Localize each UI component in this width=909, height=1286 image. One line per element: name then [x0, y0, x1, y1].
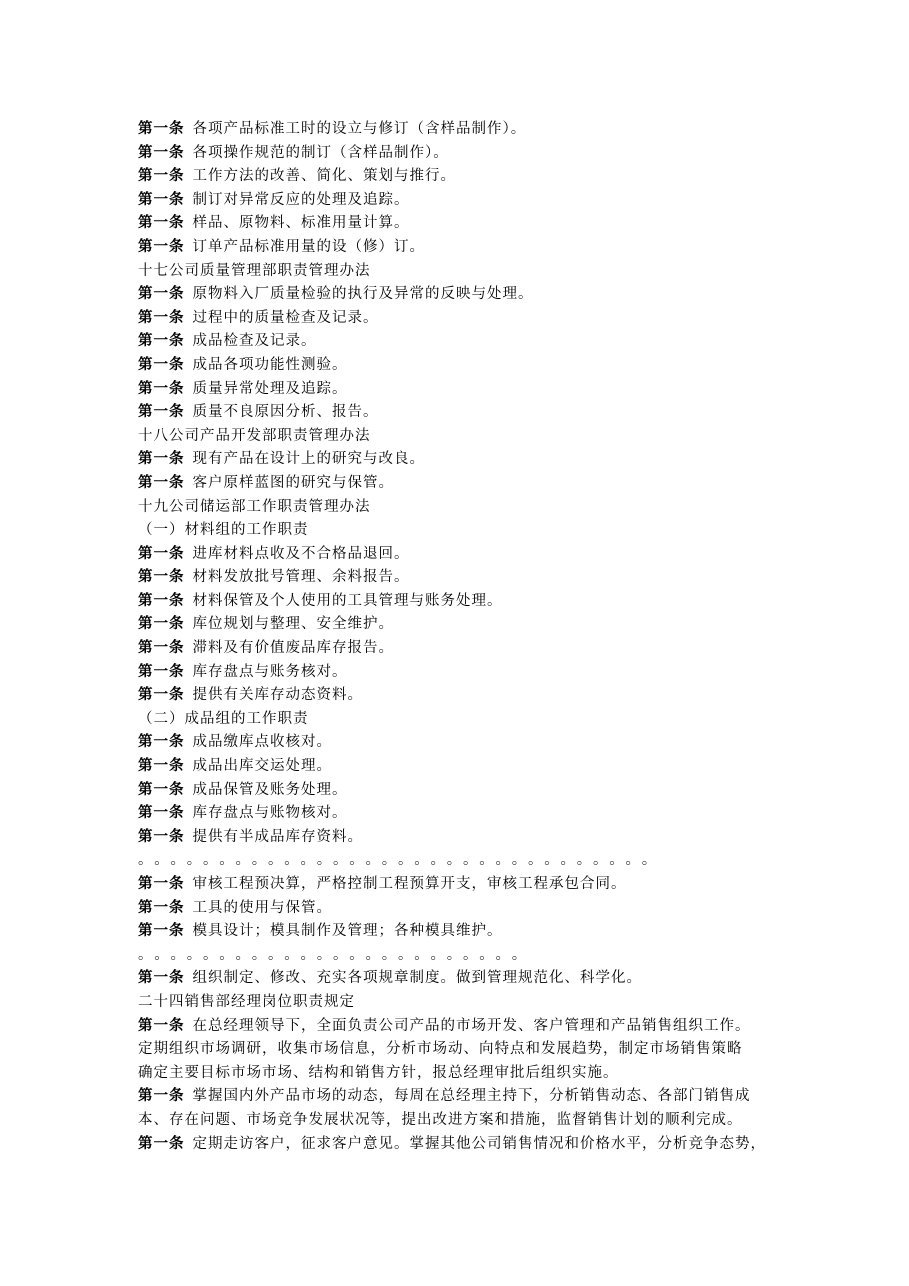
article-text: 制订对异常反应的处理及追踪。: [192, 191, 410, 208]
article-text: 成品缴库点收核对。: [192, 734, 332, 751]
article-label: 第一条: [138, 309, 185, 326]
continuation-text: 确定主要目标市场市场、结构和销售方针，报总经理审批后组织实施。: [138, 1064, 619, 1081]
article-label: 第一条: [138, 144, 185, 161]
ellipsis-dots: 。。。。。。。。。。。。。。。。。。。。。。。。。。。。。。。。: [138, 852, 666, 869]
article-label: 第一条: [138, 805, 185, 822]
article-label: 第一条: [138, 592, 185, 609]
article-text: 滞料及有价值废品库存报告。: [192, 640, 394, 657]
article-text: 组织制定、修改、充实各项规章制度。做到管理规范化、科学化。: [192, 970, 642, 987]
section-heading-text: 二十四销售部经理岗位职责规定: [138, 993, 355, 1010]
article-line: [138, 684, 788, 708]
article-label: 第一条: [138, 380, 185, 397]
article-label: 第一条: [138, 876, 185, 892]
article-label: 第一条: [138, 1135, 185, 1152]
article-text: 材料发放批号管理、余料报告。: [192, 569, 410, 586]
article-text: 各项产品标准工时的设立与修订（含样品制作）。: [192, 121, 527, 137]
section-heading: [138, 708, 788, 732]
article-label: 第一条: [138, 121, 185, 137]
article-text: 质量异常处理及追踪。: [192, 380, 348, 397]
article-line: [138, 731, 788, 755]
article-line: [138, 142, 788, 166]
article-label: 第一条: [138, 356, 185, 373]
article-line: [138, 307, 788, 331]
article-line: [138, 330, 788, 354]
article-text: 在总经理领导下，全面负责公司产品的市场开发、客户管理和产品销售组织工作。: [192, 1017, 751, 1034]
article-text: 成品出库交运处理。: [192, 758, 332, 775]
article-line: [138, 354, 788, 378]
article-line: [138, 661, 788, 685]
ellipsis-separator: [138, 944, 788, 968]
article-line: [138, 1015, 788, 1039]
article-label: 第一条: [138, 215, 185, 232]
article-text: 进库材料点收及不合格品退回。: [192, 545, 410, 562]
article-text: 提供有关库存动态资料。: [192, 687, 363, 704]
article-text: 成品检查及记录。: [192, 333, 317, 350]
article-text: 库位规划与整理、安全维护。: [192, 616, 394, 633]
article-text: 掌握国内外产品市场的动态，每周在总经理主持下，分析销售动态、各部门销售成: [192, 1088, 751, 1105]
continuation-text: 定期组织市场调研，收集市场信息，分析市场动、向特点和发展趋势，制定市场销售策略: [138, 1041, 743, 1058]
continuation-line: [138, 1038, 788, 1062]
ellipsis-separator: [138, 849, 788, 873]
article-line: [138, 165, 788, 189]
article-label: 第一条: [138, 616, 185, 633]
article-text: 库存盘点与账务核对。: [192, 663, 348, 680]
article-line: [138, 212, 788, 236]
article-line: [138, 1133, 788, 1157]
article-text: 审核工程预决算，严格控制工程预算开支，审核工程承包合同。: [192, 876, 627, 892]
article-label: 第一条: [138, 640, 185, 657]
article-text: 客户原样蓝图的研究与保管。: [192, 474, 394, 491]
continuation-line: [138, 1109, 788, 1133]
section-heading-text: （一）材料组的工作职责: [138, 522, 309, 539]
section-heading: [138, 496, 788, 520]
article-label: 第一条: [138, 1088, 185, 1105]
article-label: 第一条: [138, 687, 185, 704]
article-line: [138, 236, 788, 260]
article-line: [138, 283, 788, 307]
article-text: 各项操作规范的制订（含样品制作）。: [192, 144, 449, 161]
article-line: [138, 378, 788, 402]
article-line: [138, 118, 788, 142]
article-text: 质量不良原因分析、报告。: [192, 404, 379, 421]
article-text: 材料保管及个人使用的工具管理与账务处理。: [192, 592, 503, 609]
article-label: 第一条: [138, 781, 185, 798]
article-line: [138, 967, 788, 991]
section-heading-text: 十七公司质量管理部职责管理办法: [138, 262, 371, 279]
article-label: 第一条: [138, 758, 185, 775]
article-text: 订单产品标准用量的设（修）订。: [192, 238, 425, 255]
article-text: 成品保管及账务处理。: [192, 781, 348, 798]
article-line: [138, 755, 788, 779]
section-heading: [138, 260, 788, 284]
document-page: [138, 118, 788, 1156]
section-heading: [138, 519, 788, 543]
continuation-line: [138, 1062, 788, 1086]
article-line: [138, 637, 788, 661]
article-line: [138, 802, 788, 826]
article-label: 第一条: [138, 828, 185, 845]
article-line: [138, 613, 788, 637]
article-text: 工作方法的改善、简化、策划与推行。: [192, 168, 456, 185]
article-line: [138, 590, 788, 614]
article-text: 现有产品在设计上的研究与改良。: [192, 451, 425, 468]
article-line: [138, 1085, 788, 1109]
article-label: 第一条: [138, 545, 185, 562]
article-line: [138, 448, 788, 472]
article-text: 成品各项功能性测验。: [192, 356, 348, 373]
article-text: 过程中的质量检查及记录。: [192, 309, 379, 326]
article-text: 原物料入厂质量检验的执行及异常的反映与处理。: [192, 286, 534, 303]
article-text: 定期走访客户，征求客户意见。掌握其他公司销售情况和价格水平，分析竞争态势，: [192, 1135, 766, 1152]
section-heading-text: （二）成品组的工作职责: [138, 710, 309, 727]
article-label: 第一条: [138, 474, 185, 491]
article-label: 第一条: [138, 663, 185, 680]
article-line: [138, 779, 788, 803]
article-label: 第一条: [138, 451, 185, 468]
article-label: 第一条: [138, 569, 185, 586]
section-heading-text: 十九公司储运部工作职责管理办法: [138, 498, 371, 515]
article-line: [138, 189, 788, 213]
article-line: [138, 566, 788, 590]
article-line: [138, 920, 788, 944]
ellipsis-dots: 。。。。。。。。。。。。。。。。。。。。。。。。: [138, 946, 536, 963]
section-heading: [138, 425, 788, 449]
article-text: 样品、原物料、标准用量计算。: [192, 215, 410, 232]
article-line: [138, 873, 788, 897]
article-line: [138, 401, 788, 425]
article-text: 模具设计；模具制作及管理；各种模具维护。: [192, 923, 503, 940]
article-label: 第一条: [138, 168, 185, 185]
article-label: 第一条: [138, 734, 185, 751]
article-line: [138, 826, 788, 850]
article-label: 第一条: [138, 923, 185, 940]
article-text: 提供有半成品库存资料。: [192, 828, 363, 845]
article-label: 第一条: [138, 191, 185, 208]
article-label: 第一条: [138, 238, 185, 255]
article-label: 第一条: [138, 404, 185, 421]
article-text: 工具的使用与保管。: [192, 899, 332, 916]
section-heading: [138, 991, 788, 1015]
article-label: 第一条: [138, 970, 185, 987]
continuation-text: 本、存在问题、市场竞争发展状况等，提出改进方案和措施，监督销售计划的顺利完成。: [138, 1111, 743, 1128]
article-label: 第一条: [138, 899, 185, 916]
article-line: [138, 472, 788, 496]
article-line: [138, 897, 788, 921]
article-line: [138, 543, 788, 567]
article-label: 第一条: [138, 1017, 185, 1034]
section-heading-text: 十八公司产品开发部职责管理办法: [138, 427, 371, 444]
article-label: 第一条: [138, 286, 185, 303]
article-label: 第一条: [138, 333, 185, 350]
article-text: 库存盘点与账物核对。: [192, 805, 348, 822]
